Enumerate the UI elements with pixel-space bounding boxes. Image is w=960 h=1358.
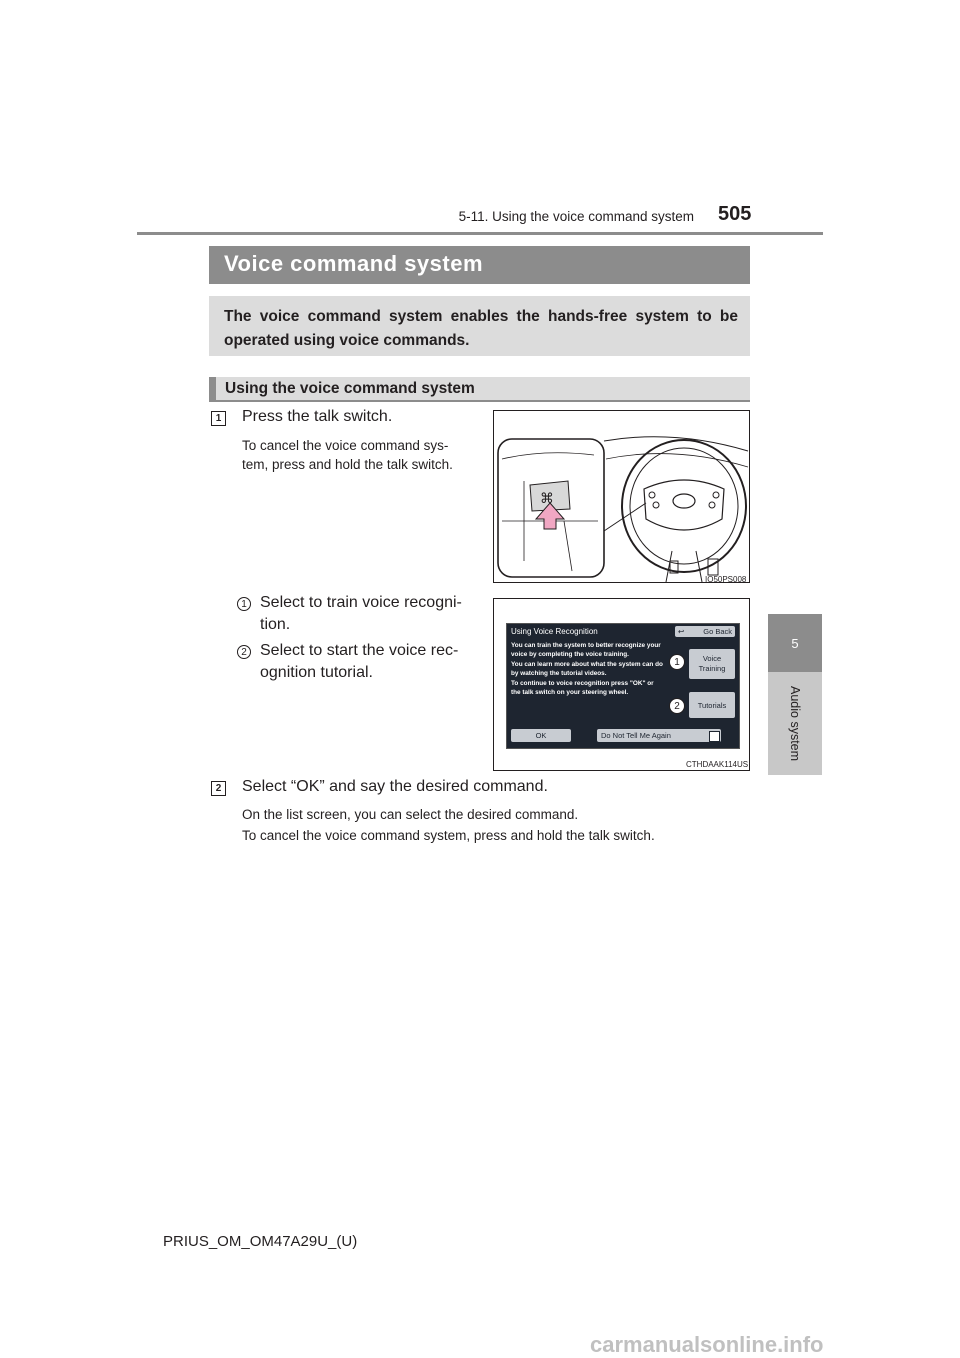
callout-2-marker: 2 [237, 645, 251, 659]
callout-2-text-line1: Select to start the voice rec- [260, 642, 459, 659]
voice-training-line2: Training [698, 664, 726, 673]
go-back-button[interactable] [675, 626, 735, 637]
step-1-note-line1: To cancel the voice command sys- [242, 438, 449, 453]
screen-body [511, 641, 681, 697]
screen-line-4: by watching the tutorial videos. [511, 670, 607, 678]
step-1-text: Press the talk switch. [242, 408, 393, 425]
step-2-text: Select “OK” and say the desired command. [242, 778, 548, 795]
steering-wheel-figure [493, 410, 750, 583]
section-heading: 5-11. Using the voice command system [458, 209, 694, 224]
watermark: carmanualsonline.info [590, 1332, 824, 1357]
voice-training-line1: Voice [702, 654, 722, 663]
screen-line-1: You can train the system to better recognize your [511, 642, 661, 649]
screen-line-5: To continue to voice recognition press "OK" or [511, 679, 654, 687]
intro-text: The voice command system enables the hands-free system to be operated using voice commands. [224, 308, 738, 349]
steering-wheel-illustration [494, 411, 749, 582]
figure-2-code: CTHDAAK114US [686, 760, 749, 769]
step-1-note-line2: tem, press and hold the talk switch. [242, 457, 453, 472]
figure-1-code: IO50PS008 [705, 575, 747, 584]
screen-line-3: You can learn more about what the system can do [511, 660, 663, 668]
do-not-tell-button[interactable]: Do Not Tell Me Again [597, 729, 721, 742]
svg-text:⌘: ⌘ [540, 491, 554, 507]
voice-training-button[interactable] [689, 649, 735, 679]
screen-marker-1: 1 [669, 654, 685, 670]
step-2-note-line1: On the list screen, you can select the desired command. [242, 807, 579, 822]
chapter-tab-label [768, 672, 822, 775]
callout-1-text-line2: tion. [260, 616, 291, 633]
screen-title: Using Voice Recognition [511, 627, 598, 636]
page-title: Voice command system [224, 251, 484, 276]
step-2-note-line2: To cancel the voice command system, press and hold the talk switch. [242, 828, 655, 843]
voice-recognition-figure [493, 598, 750, 771]
tutorials-button[interactable]: Tutorials [689, 692, 735, 718]
back-arrow-icon: ↩ [678, 627, 685, 636]
footer-code: PRIUS_OM_OM47A29U_(U) [163, 1233, 358, 1250]
page-number: 505 [718, 203, 752, 225]
step-2-marker: 2 [211, 781, 226, 796]
screen-line-2: voice by completing the voice training. [511, 651, 629, 659]
chapter-label: Audio system [788, 685, 802, 762]
go-back-label: Go Back [703, 627, 732, 636]
intro-box [209, 296, 750, 356]
subheading-bar [209, 377, 750, 402]
screen-marker-2: 2 [669, 698, 685, 714]
do-not-tell-checkbox[interactable] [709, 731, 720, 742]
screen-line-6: the talk switch on your steering wheel. [511, 689, 629, 697]
step-1-marker: 1 [211, 411, 226, 426]
header-rule [137, 232, 823, 235]
callout-2-text-line2: ognition tutorial. [260, 664, 373, 681]
page-title-bar [209, 246, 750, 284]
chapter-tab-number: 5 [768, 614, 822, 672]
ok-button[interactable]: OK [511, 729, 571, 742]
callout-1-text-line1: Select to train voice recogni- [260, 594, 462, 611]
callout-1-marker: 1 [237, 597, 251, 611]
subheading: Using the voice command system [225, 380, 475, 397]
display-screen [506, 623, 740, 749]
